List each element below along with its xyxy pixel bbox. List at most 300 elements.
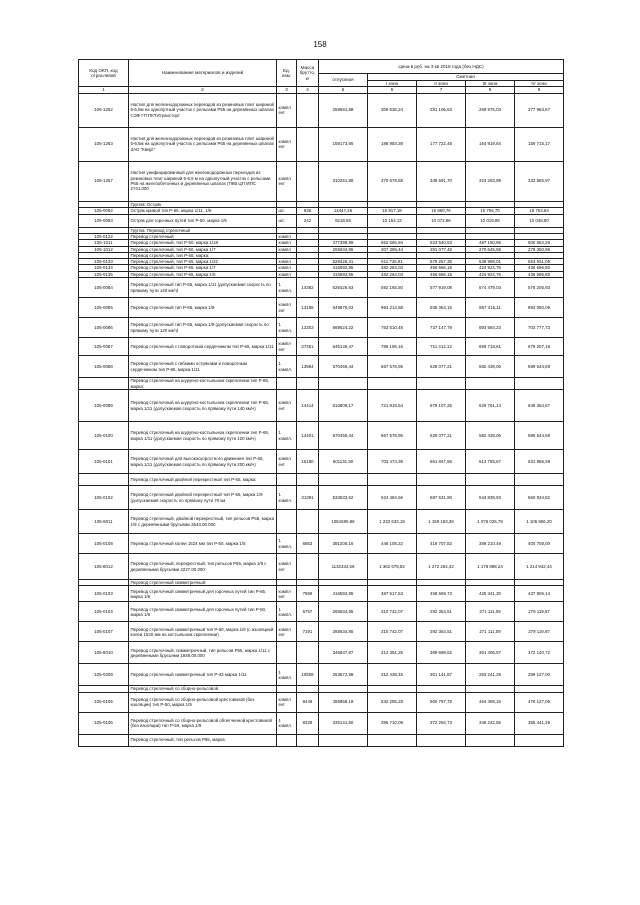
cell-name: Перевод стрелочный для высокоскоростного движения тип Р-65, марка 1/11 (допускаемая скорость по прямому пути 200 км/ч) xyxy=(129,450,277,474)
cell-mass: 14401 xyxy=(297,422,319,450)
cell-mass: 14382 xyxy=(297,278,319,298)
table-row xyxy=(79,378,564,390)
cell-name: Перевод стрелочный тип Р-65, марка 1/9 (допускаемая скорость по прямому пути 120 км/ч) xyxy=(129,318,277,338)
column-number: 6 xyxy=(368,87,417,94)
cell-mass xyxy=(297,127,319,161)
cell-name: Перевод стрелочный двойной перекрестный тип Р-65, марка 1/9 (допускаемая скорость по прямому пути 70 км xyxy=(129,486,277,510)
cell-zone4: 355 441,25 xyxy=(515,712,564,734)
cell-unit: компл ект xyxy=(277,161,297,201)
cell-mass: 10559 xyxy=(297,664,319,686)
cell-mass xyxy=(297,734,319,746)
cell-release-price: 265634,85 xyxy=(319,246,368,252)
cell-code: 105-1263 xyxy=(79,127,129,161)
cell-zone1: 667 578,95 xyxy=(368,422,417,450)
cell-zone2: 1 272 264,42 xyxy=(417,554,466,580)
cell-release-price xyxy=(319,378,368,390)
cell-unit: компл ект xyxy=(277,390,297,422)
cell-zone1: 611 726,91 xyxy=(368,259,417,265)
header-zone4: IV зона xyxy=(515,80,564,87)
cell-zone4: 279 119,87 xyxy=(515,602,564,622)
cell-mass: 14414 xyxy=(297,390,319,422)
cell-name: Перевод стрелочный, тип Р-65, марка: xyxy=(129,252,277,258)
cell-zone3: 345 242,56 xyxy=(466,712,515,734)
cell-unit: компл xyxy=(277,271,297,277)
cell-zone3 xyxy=(466,474,515,486)
cell-release-price: 265634,85 xyxy=(319,622,368,642)
cell-zone4: 332 865,97 xyxy=(515,161,564,201)
header-name: Наименование материалов и изделий xyxy=(129,60,277,87)
table-row xyxy=(79,356,564,378)
column-number: 8 xyxy=(466,87,515,94)
cell-zone4: 599 644,69 xyxy=(515,422,564,450)
cell-name: Перевод стрелочный тип Р-65, марка 1/9 xyxy=(129,298,277,318)
column-number: 2 xyxy=(129,87,277,94)
cell-zone3: 323 263,99 xyxy=(466,161,515,201)
cell-zone4: 436 696,80 xyxy=(515,271,564,277)
cell-zone1: 562 666,94 xyxy=(368,240,417,246)
cell-zone2: 579 257,35 xyxy=(417,259,466,265)
cell-unit: компл ект xyxy=(277,554,297,580)
cell-zone1: 482 264,03 xyxy=(368,265,417,271)
cell-code: 105-8012 xyxy=(79,554,129,580)
cell-zone4: 436 696,80 xyxy=(515,265,564,271)
cell-name: Перевод стрелочный симметричный для горочных путей тип Р-50, марка 1/6 xyxy=(129,602,277,622)
table-row xyxy=(79,278,564,298)
cell-zone1: 309 636,24 xyxy=(368,93,417,127)
cell-name: Перевод стрелочный xyxy=(129,234,277,240)
cell-code: 105-0106 xyxy=(79,712,129,734)
cell-unit: компл xyxy=(277,265,297,271)
cell-mass xyxy=(297,510,319,534)
cell-name: Перевод стрелочный, тип Р-65, марка 1/7 xyxy=(129,265,277,271)
cell-zone1: 414 391,26 xyxy=(368,642,417,664)
cell-zone1: 310 742,07 xyxy=(368,602,417,622)
cell-zone3: 15 706,70 xyxy=(466,207,515,214)
cell-zone1: 310 742,07 xyxy=(368,622,417,642)
cell-release-price: 416592,85 xyxy=(319,265,368,271)
cell-zone3: 613 755,67 xyxy=(466,450,515,474)
cell-zone3: 538 999,01 xyxy=(466,259,515,265)
cell-zone2: 456 666,18 xyxy=(417,271,466,277)
cell-unit: компл ект xyxy=(277,586,297,602)
cell-zone3: 1 075 026,79 xyxy=(466,510,515,534)
cell-unit: компл ект xyxy=(277,692,297,712)
cell-name: Перевод стрелочный, тип Р-65, марка 1/5 xyxy=(129,271,277,277)
cell-name: Перевод стрелочный, тип Р-50, марка 1/18 xyxy=(129,240,277,246)
cell-release-price: 601131,90 xyxy=(319,450,368,474)
cell-name: Перевод стрелочный двойной перекрестный тип Р-65, марка: xyxy=(129,474,277,486)
cell-unit: 1 компл. xyxy=(277,602,297,622)
cell-zone1: 703 474,39 xyxy=(368,450,417,474)
cell-name: Настил для железнодорожных переездов из резиновых плит шириной 5-6,5м на однопутный участок с рельсами Р65 на деревянных шпалах ЗАО "Квирт" xyxy=(129,127,277,161)
cell-zone4: 648 364,67 xyxy=(515,390,564,422)
cell-zone2: 456 666,18 xyxy=(417,265,466,271)
cell-zone2: 587 531,90 xyxy=(417,486,466,510)
cell-zone1: 994 214,68 xyxy=(368,298,417,318)
cell-zone4: 400 708,00 xyxy=(515,534,564,554)
cell-release-price: 477398,99 xyxy=(319,240,368,246)
cell-zone4: 1 214 942,44 xyxy=(515,554,564,580)
table-row xyxy=(79,318,564,338)
column-number: 4 xyxy=(297,87,319,94)
cell-zone1: 446 105,22 xyxy=(368,534,417,554)
cell-zone1: 1 232 633,19 xyxy=(368,510,417,534)
cell-zone1 xyxy=(368,474,417,486)
cell-zone2: 661 847,66 xyxy=(417,450,466,474)
cell-unit xyxy=(277,734,297,746)
cell-code: 105-0087 xyxy=(79,338,129,356)
cell-zone3: 361 406,57 xyxy=(466,642,515,664)
cell-name: Перевод стрелочный на шурупно-костыльном скреплении тип Р-65, марка 1/11 (допускаемая скорость по прямому пути 140 км/ч) xyxy=(129,390,277,422)
cell-name: Перевод стрелочный симметричный: xyxy=(129,580,277,586)
table-row xyxy=(79,622,564,642)
header-estimate: Сметная xyxy=(368,74,564,81)
table-row xyxy=(79,664,564,686)
cell-zone2: 523 540,53 xyxy=(417,240,466,246)
cell-name: Перевод стрелочный, перекрестный, тип рельсов Р65, марка 1/9 с деревянными брусьями 2227.00.000 xyxy=(129,554,277,580)
cell-zone4: 631 886,38 xyxy=(515,450,564,474)
cell-code: 105-0105 xyxy=(79,692,129,712)
cell-release-price: 265634,85 xyxy=(319,602,368,622)
cell-zone3: 269 975,03 xyxy=(466,93,515,127)
cell-code: 105-0107 xyxy=(79,622,129,642)
cell-release-price: 570459,44 xyxy=(319,356,368,378)
cell-zone1: 532 295,28 xyxy=(368,692,417,712)
header-zone3: III зона xyxy=(466,80,515,87)
cell-zone2: 1 159 183,36 xyxy=(417,510,466,534)
cell-name: Перевод стрелочный, тип Р-50, марка 1/7 xyxy=(129,246,277,252)
cell-release-price: 310251,88 xyxy=(319,161,368,201)
cell-zone1: 786 196,16 xyxy=(368,338,417,356)
cell-zone2: 628 077,21 xyxy=(417,356,466,378)
cell-mass xyxy=(297,378,319,390)
cell-release-price: 456858,18 xyxy=(319,692,368,712)
cell-unit: 1 компл. xyxy=(277,356,297,378)
header-code: Код ОКП, код отраслевой xyxy=(79,60,129,87)
cell-zone3: 659 718,61 xyxy=(466,338,515,356)
cell-mass: 31391 xyxy=(297,486,319,510)
cell-mass: 27351 xyxy=(297,338,319,356)
cell-unit: компл ект xyxy=(277,298,297,318)
cell-mass: 9328 xyxy=(297,712,319,734)
cell-release-price xyxy=(319,474,368,486)
cell-name: Перевод стрелочный со сборно-рельсовой xyxy=(129,686,277,692)
cell-zone3: 487 150,96 xyxy=(466,240,515,246)
cell-zone2: 292 354,51 xyxy=(417,602,466,622)
cell-mass: 6757 xyxy=(297,602,319,622)
table-row xyxy=(79,486,564,510)
cell-zone3: 582 439,06 xyxy=(466,422,515,450)
cell-zone1 xyxy=(368,378,417,390)
cell-unit: 1 компл. xyxy=(277,534,297,554)
column-number: 7 xyxy=(417,87,466,94)
cell-unit xyxy=(277,510,297,534)
cell-zone2: 711 412,12 xyxy=(417,338,466,356)
cell-release-price: 1051690,86 xyxy=(319,510,368,534)
table-row xyxy=(79,602,564,622)
table-row xyxy=(79,450,564,474)
cell-zone4: 159 715,17 xyxy=(515,127,564,161)
cell-code: 105-0134 xyxy=(79,265,129,271)
cell-zone3: 582 439,06 xyxy=(466,356,515,378)
cell-zone3: 164 919,84 xyxy=(466,127,515,161)
column-number: 5 xyxy=(319,87,368,94)
cell-release-price: 346837,87 xyxy=(319,642,368,664)
cell-name: Настил унифицированный для железнодорожных переездов из резиновых плит шириной 5-6,5 м на однопутный участок с рельсами Р65 на железобетонных и деревянных шпалах (ПКБ ЦП МПС 2741.000 xyxy=(129,161,277,201)
cell-unit: компл ект xyxy=(277,338,297,356)
cell-zone2: 577 919,08 xyxy=(417,278,466,298)
cell-zone1: 15 917,18 xyxy=(368,207,417,214)
cell-zone4: 553 931,05 xyxy=(515,259,564,265)
cell-zone4: 560 934,82 xyxy=(515,486,564,510)
cell-unit: компл xyxy=(277,234,297,240)
cell-code: 105-0100 xyxy=(79,422,129,450)
cell-zone2 xyxy=(417,378,466,390)
cell-name: Группа: Остряк xyxy=(129,201,277,207)
cell-code: 105-0085 xyxy=(79,298,129,318)
cell-zone2: 372 294,73 xyxy=(417,712,466,734)
column-number: 1 xyxy=(79,87,129,94)
table-row xyxy=(79,161,564,201)
cell-zone2: 458 669,73 xyxy=(417,586,466,602)
cell-zone4: 1 106 956,20 xyxy=(515,510,564,534)
cell-zone1: 721 819,54 xyxy=(368,390,417,422)
cell-zone4 xyxy=(515,474,564,486)
cell-zone1: 312 438,45 xyxy=(368,664,417,686)
cell-release-price: 570459,44 xyxy=(319,422,368,450)
cell-unit xyxy=(277,474,297,486)
header-price-title: Цена в руб. на 3 кв 2018 года (без НДС) xyxy=(319,60,564,74)
cell-mass xyxy=(297,93,319,127)
cell-name: Остряк для горочных путей тип Р-50, марка 1/6 xyxy=(129,214,277,227)
header-mass: Масса брутто, кг xyxy=(297,60,319,87)
cell-zone4: 893 060,09 xyxy=(515,298,564,318)
cell-zone3: 867 416,11 xyxy=(466,298,515,318)
cell-zone2: 292 354,51 xyxy=(417,622,466,642)
table-row xyxy=(79,298,564,318)
cell-unit: 1 компл. xyxy=(277,712,297,734)
cell-release-price: 335141,60 xyxy=(319,712,368,734)
cell-zone3 xyxy=(466,734,515,746)
cell-zone3: 271 111,09 xyxy=(466,622,515,642)
table-row xyxy=(79,734,564,746)
cell-release-price: 533633,62 xyxy=(319,486,368,510)
cell-release-price: 14447,46 xyxy=(319,207,368,214)
table-row xyxy=(79,534,564,554)
table-row xyxy=(79,510,564,534)
price-table xyxy=(78,59,564,747)
table-row xyxy=(79,422,564,450)
cell-zone3: 464 408,16 xyxy=(466,692,515,712)
column-number: 3 xyxy=(277,87,297,94)
cell-zone4: 576 205,93 xyxy=(515,278,564,298)
cell-unit: компл xyxy=(277,259,297,265)
cell-zone4: 278 350,96 xyxy=(515,246,564,252)
cell-release-price: 416592,85 xyxy=(319,586,368,602)
cell-code: 105-0122 xyxy=(79,234,129,240)
cell-zone2: 389 698,62 xyxy=(417,642,466,664)
cell-release-price: 528426,41 xyxy=(319,259,368,265)
cell-zone3: 425 341,30 xyxy=(466,586,515,602)
cell-release-price: 616809,17 xyxy=(319,390,368,422)
cell-zone2: 935 364,15 xyxy=(417,298,466,318)
cell-zone4: 10 048,80 xyxy=(515,214,564,227)
cell-zone2: 10 072,86 xyxy=(417,214,466,227)
cell-name: Перевод стрелочный, тип Р-65, марка 1/22 xyxy=(129,259,277,265)
cell-name: Перевод стрелочный, симметричный, тип рельсов Р65, марка 1/11 с деревянными брусьями 1848.00.000 xyxy=(129,642,277,664)
cell-zone4: 277 963,57 xyxy=(515,93,564,127)
cell-code: 105-0092 xyxy=(79,207,129,214)
table-row xyxy=(79,712,564,734)
cell-name: Группа: Перевод стрелочный xyxy=(129,227,277,233)
table-row xyxy=(79,474,564,486)
cell-release-price: 158173,66 xyxy=(319,127,368,161)
cell-zone1: 370 679,68 xyxy=(368,161,417,201)
cell-release-price: 649875,03 xyxy=(319,298,368,318)
cell-zone1: 763 510,48 xyxy=(368,318,417,338)
cell-code: 105-1262 xyxy=(79,93,129,127)
column-number: 9 xyxy=(515,87,564,94)
cell-code: 105-0104 xyxy=(79,602,129,622)
cell-code xyxy=(79,474,129,486)
cell-code: 105-0101 xyxy=(79,450,129,474)
cell-unit: компл ект xyxy=(277,622,297,642)
cell-mass: 7191 xyxy=(297,622,319,642)
cell-mass xyxy=(297,554,319,580)
cell-unit: компл ект xyxy=(277,127,297,161)
cell-code: 105-0102 xyxy=(79,486,129,510)
cell-zone2: 628 077,21 xyxy=(417,422,466,450)
page-number: 158 xyxy=(313,40,327,49)
cell-release-price: 526426,63 xyxy=(319,278,368,298)
cell-zone3: 544 839,93 xyxy=(466,486,515,510)
cell-zone1: 667 578,95 xyxy=(368,356,417,378)
cell-zone4: 500 652,26 xyxy=(515,240,564,246)
cell-mass: 7959 xyxy=(297,586,319,602)
cell-unit: компл ект xyxy=(277,93,297,127)
header-zone1: I зона xyxy=(368,80,417,87)
cell-unit: шт. xyxy=(277,207,297,214)
cell-name: Перевод стрелочный, двойной перекрестный, тип рельсов Р65, марка 1/9 с деревянными брусьями 2643.00.000 xyxy=(129,510,277,534)
header-release: отпускная xyxy=(319,74,368,87)
cell-mass xyxy=(297,642,319,664)
cell-zone3: 270 645,58 xyxy=(466,246,515,252)
cell-zone3: 693 584,23 xyxy=(466,318,515,338)
cell-unit: 1 компл. xyxy=(277,318,297,338)
table-row xyxy=(79,338,564,356)
cell-zone4 xyxy=(515,378,564,390)
cell-zone4: 15 763,84 xyxy=(515,207,564,214)
cell-zone4 xyxy=(515,734,564,746)
cell-zone2: 500 797,75 xyxy=(417,692,466,712)
header-unit: Ед. изм. xyxy=(277,60,297,87)
cell-unit: 1 компл. xyxy=(277,664,297,686)
cell-code: 105-0086 xyxy=(79,318,129,338)
cell-zone1: 487 517,63 xyxy=(368,586,417,602)
table-row xyxy=(79,214,564,227)
cell-zone3: 424 924,76 xyxy=(466,271,515,277)
cell-code: 105-0103 xyxy=(79,586,129,602)
cell-zone3: 389 210,49 xyxy=(466,534,515,554)
cell-zone3: 574 479,03 xyxy=(466,278,515,298)
cell-mass: 836 xyxy=(297,207,319,214)
cell-zone1 xyxy=(368,734,417,746)
cell-release-price xyxy=(319,734,368,746)
cell-zone4: 703 777,73 xyxy=(515,318,564,338)
cell-name: Перевод стрелочный колеи 1524 мм тип Р-50, марка 1/5 xyxy=(129,534,277,554)
cell-mass xyxy=(297,474,319,486)
cell-unit: шт. xyxy=(277,214,297,227)
cell-mass: 242 xyxy=(297,214,319,227)
cell-mass: 13984 xyxy=(297,356,319,378)
cell-release-price: 263672,98 xyxy=(319,664,368,686)
cell-name: Перевод стрелочный тип Р-65, марка 1/11 (допускаемая скорость по прямому пути 140 км/ч) xyxy=(129,278,277,298)
cell-zone3 xyxy=(466,378,515,390)
header-zone2: II зона xyxy=(417,80,466,87)
cell-unit: компл xyxy=(277,240,297,246)
cell-unit: 1 компл. xyxy=(277,422,297,450)
cell-release-price: 381205,16 xyxy=(319,534,368,554)
cell-name: Перевод стрелочный на шурупно-костыльном скреплении тип Р-65, марка 1/11 (допускаемая скорость по прямому пути 120 км/ч) xyxy=(129,422,277,450)
cell-zone4: 299 127,00 xyxy=(515,664,564,686)
cell-zone4: 478 127,06 xyxy=(515,692,564,712)
cell-zone2: 301 141,87 xyxy=(417,664,466,686)
cell-unit: компл ект xyxy=(277,450,297,474)
cell-name: Перевод стрелочный со сборно-рельсовой облегченной крестовиной (без изоляции) тип Р-50, марка 1/9 xyxy=(129,712,277,734)
cell-code: 105-0089 xyxy=(79,390,129,422)
cell-code: 105-8010 xyxy=(79,642,129,664)
cell-zone2 xyxy=(417,474,466,486)
table-row xyxy=(79,390,564,422)
table-row xyxy=(79,642,564,664)
table-row xyxy=(79,127,564,161)
cell-code: 105-1257 xyxy=(79,161,129,201)
cell-mass xyxy=(297,161,319,201)
cell-zone2: 679 107,26 xyxy=(417,390,466,422)
cell-code xyxy=(79,734,129,746)
cell-zone3: 293 241,29 xyxy=(466,664,515,686)
cell-zone2: 177 722,48 xyxy=(417,127,466,161)
cell-code: 105-1011 xyxy=(79,240,129,246)
cell-zone2: 419 707,82 xyxy=(417,534,466,554)
cell-name: Перевод стрелочный с гибкими остряками и поворотным сердечником тип Р-65, марка 1/11 xyxy=(129,356,277,378)
cell-zone1: 1 362 679,82 xyxy=(368,554,417,580)
cell-code: 105-1012 xyxy=(79,246,129,252)
cell-zone4: 437 906,14 xyxy=(515,586,564,602)
cell-zone1: 10 154,13 xyxy=(368,214,417,227)
cell-name: Перевод стрелочный симметричный для горочных путей тип Р-65, марка 1/6 xyxy=(129,586,277,602)
cell-code: 105-0208 xyxy=(79,664,129,686)
table-row xyxy=(79,554,564,580)
cell-zone2: 291 106,53 xyxy=(417,93,466,127)
cell-zone1: 592 165,50 xyxy=(368,278,417,298)
cell-mass: 13188 xyxy=(297,298,319,318)
cell-zone2: 737 147,79 xyxy=(417,318,466,338)
cell-name: Настил для железнодорожных переездов из резиновых плит шириной 5-6,5м на однопутный участок с рельсами Р65 на деревянных шпалах СЭФ ГП ПКТИтрансторт xyxy=(129,93,277,127)
cell-unit xyxy=(277,378,297,390)
table-row xyxy=(79,207,564,214)
table-row xyxy=(79,586,564,602)
cell-name: Перевод стрелочный симметричный тип Р-43 марка 1/11 xyxy=(129,664,277,686)
cell-mass: 9449 xyxy=(297,692,319,712)
cell-mass: 6853 xyxy=(297,534,319,554)
cell-unit xyxy=(277,642,297,664)
cell-zone3: 271 111,09 xyxy=(466,602,515,622)
cell-code xyxy=(79,378,129,390)
cell-zone2: 348 591,70 xyxy=(417,161,466,201)
cell-zone1: 307 365,44 xyxy=(368,246,417,252)
cell-zone1: 624 484,56 xyxy=(368,486,417,510)
